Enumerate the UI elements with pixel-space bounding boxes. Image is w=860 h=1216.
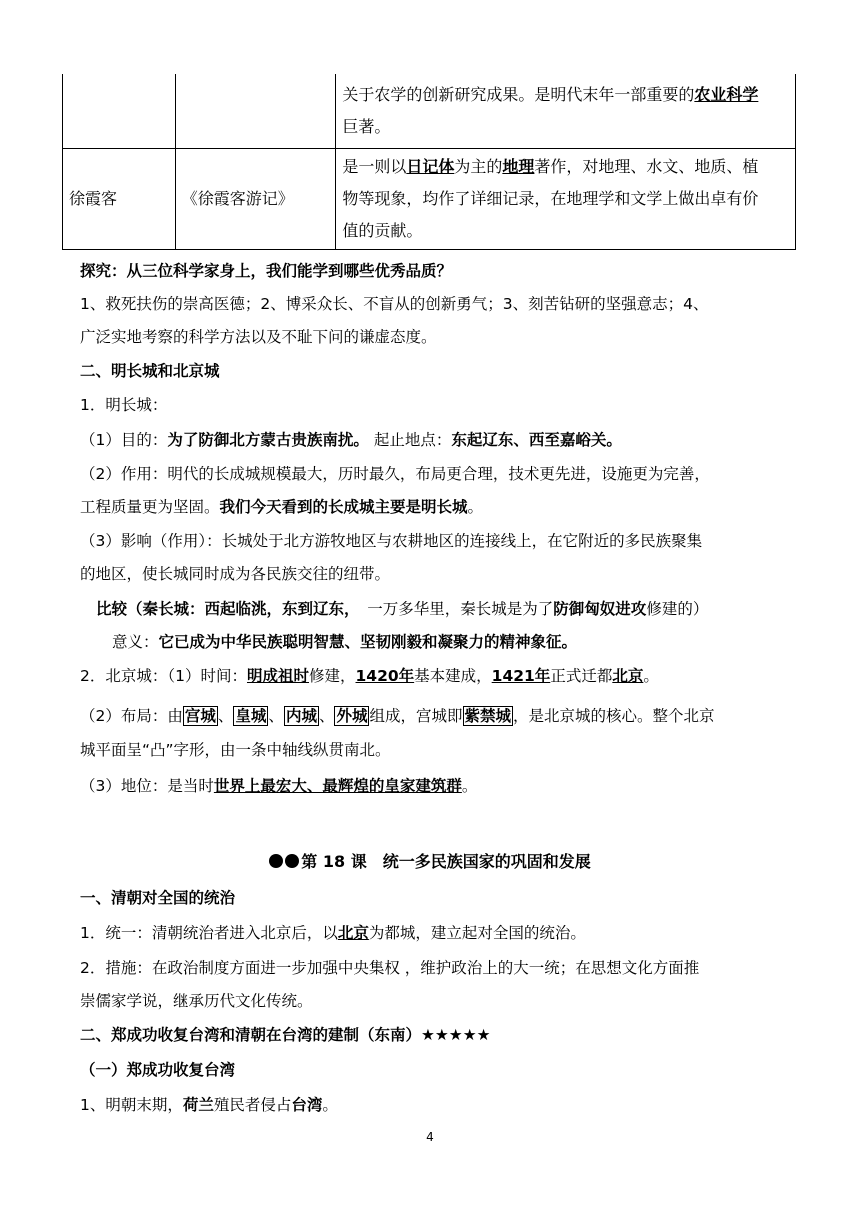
lesson-title: 第 18 课 统一多民族国家的巩固和发展 (0, 849, 860, 872)
bullet-dot-icon (269, 854, 283, 868)
table-cell-name (63, 74, 176, 149)
table-cell-work: 《徐霞客游记》 (175, 149, 336, 250)
table-row (63, 149, 796, 250)
wall-function-line: 工程质量更为坚固。我们今天看到的长成城主要是明长城。 (80, 498, 484, 516)
table-row (63, 74, 796, 149)
zheng-line: 1、明朝末期，荷兰殖民者侵占台湾。 (80, 1096, 338, 1114)
beijing-time: 2．北京城：（1）时间：明成祖时修建，1420年基本建成，1421年正式迁都北京。 (80, 667, 659, 685)
wall-influence-line: （3）影响（作用）：长城处于北方游牧地区与农耕地区的连接线上，在它附近的多民族聚集 (80, 532, 703, 550)
section-heading: 二、明长城和北京城 (80, 362, 220, 380)
explore-answer-line: 1、救死扶伤的崇高医德；2、博采众长、不盲从的创新勇气；3、刻苦钻研的坚强意志；4、 (80, 295, 709, 313)
measures-line: 崇儒家学说，继承历代文化传统。 (80, 992, 313, 1010)
section-heading: 二、郑成功收复台湾和清朝在台湾的建制（东南）★★★★★ (80, 1026, 491, 1044)
beijing-layout: （2）布局：由 宫城 、 皇城 、 内城 、 外城 组成，宫城即 紫禁城 ，是北京城的核心。整个北京 (80, 707, 715, 725)
wall-comparison: 比较（秦长城：西起临洮，东到辽东， 一万多华里，秦长城是为了防御匈奴进攻修建的） (96, 600, 709, 618)
wall-purpose: （1）目的：为了防御北方蒙古贵族南扰。 起止地点：东起辽东、西至嘉峪关。 (80, 431, 622, 449)
table-cell-name: 徐霞客 (63, 149, 176, 250)
page-number: 4 (426, 1130, 434, 1144)
scientists-table (62, 74, 796, 250)
beijing-status: （3）地位：是当时世界上最宏大、最辉煌的皇家建筑群。 (80, 777, 478, 795)
measures-line: 2．措施：在政治制度方面进一步加强中央集权 ，维护政治上的大一统；在思想文化方面推 (80, 959, 700, 977)
explore-title: 探究：从三位科学家身上，我们能学到哪些优秀品质？ (80, 262, 453, 280)
wall-significance: 意义：它已成为中华民族聪明智慧、坚韧刚毅和凝聚力的精神象征。 (112, 633, 578, 651)
unification-line: 1．统一：清朝统治者进入北京后，以北京为都城，建立起对全国的统治。 (80, 924, 586, 942)
table-cell-work (175, 74, 336, 149)
subsection-heading: （一）郑成功收复台湾 (80, 1061, 236, 1079)
beijing-layout-line2: 城平面呈“凸”字形，由一条中轴线纵贯南北。 (80, 741, 391, 759)
table-cell-description: 关于农学的创新研究成果。是明代末年一部重要的农业科学 巨著。 (336, 74, 796, 149)
wall-influence-line: 的地区，使长城同时成为各民族交往的纽带。 (80, 565, 391, 583)
table-cell-description: 是一则以日记体为主的地理著作，对地理、水文、地质、植 物等现象，均作了详细记录，在地理学和文学上做出卓有价 值的贡献。 (336, 149, 796, 250)
bullet-dot-icon (285, 854, 299, 868)
explore-answer-line: 广泛实地考察的科学方法以及不耻下问的谦虚态度。 (80, 328, 437, 346)
section-heading: 一、清朝对全国的统治 (80, 889, 236, 907)
great-wall-title: 1．明长城： (80, 396, 168, 414)
wall-function-line: （2）作用：明代的长成城规模最大，历时最久，布局更合理，技术更先进，设施更为完善， (80, 465, 710, 483)
